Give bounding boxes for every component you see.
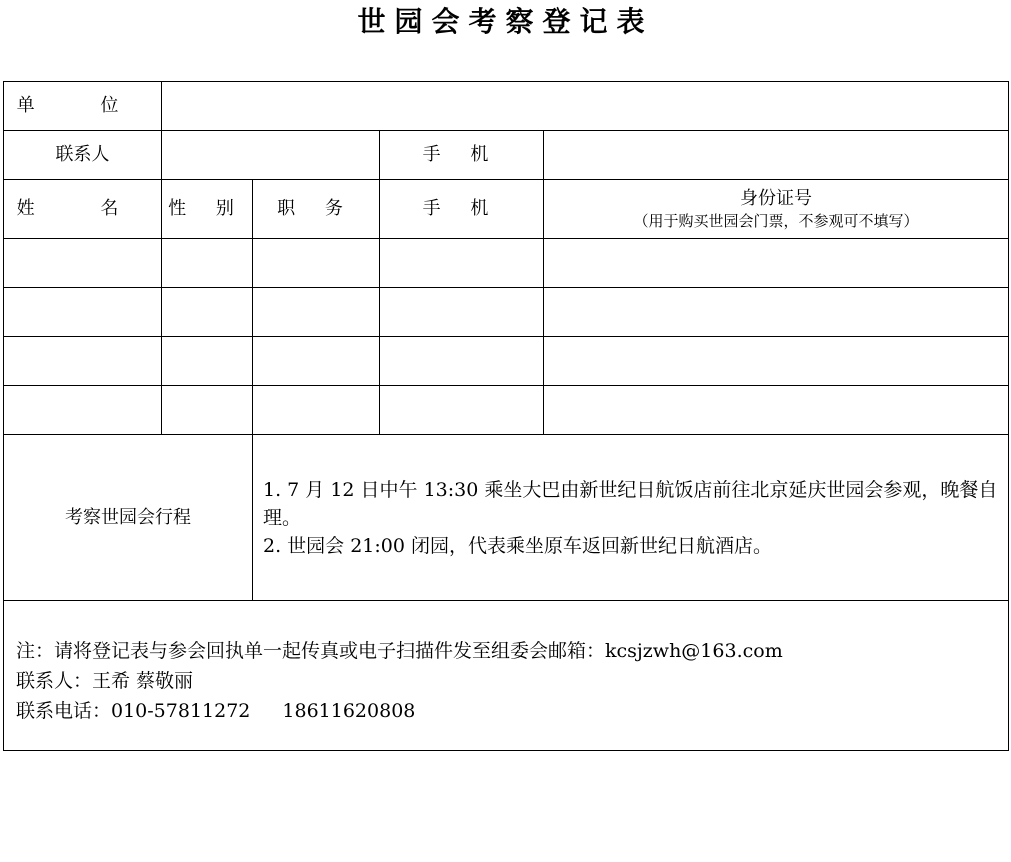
unit-label: 单 位 [4, 82, 162, 131]
attendee-name-field[interactable] [4, 337, 162, 386]
attendee-gender-field[interactable] [162, 337, 253, 386]
position-header: 职 务 [253, 180, 380, 239]
contact-label: 联系人 [4, 131, 162, 180]
name-header: 姓 名 [4, 180, 162, 239]
contact-row [4, 131, 1009, 180]
notes-row [4, 601, 1009, 751]
contact-phone-landline: 联系电话：010-57811272 [16, 699, 251, 722]
itinerary-label: 考察世园会行程 [4, 435, 253, 601]
notes-block [4, 601, 1009, 751]
contact-phone-mobile: 18611620808 [282, 699, 416, 722]
phone-label: 手 机 [380, 131, 544, 180]
attendee-position-field[interactable] [253, 288, 380, 337]
gender-header: 性 别 [162, 180, 253, 239]
attendee-row [4, 239, 1009, 288]
attendee-mobile-field[interactable] [380, 239, 544, 288]
contact-phone [16, 696, 1008, 726]
attendee-gender-field[interactable] [162, 386, 253, 435]
itinerary-line-2: 2. 世园会 21:00 闭园，代表乘坐原车返回新世纪日航酒店。 [263, 534, 773, 557]
itinerary-row [4, 435, 1009, 601]
attendee-id-field[interactable] [544, 239, 1009, 288]
attendee-position-field[interactable] [253, 386, 380, 435]
itinerary-line-1: 1. 7 月 12 日中午 13:30 乘坐大巴由新世纪日航饭店前往北京延庆世园会参观，晚餐自理。 [263, 478, 998, 529]
attendee-id-field[interactable] [544, 337, 1009, 386]
attendee-id-field[interactable] [544, 386, 1009, 435]
attendee-header-row [4, 180, 1009, 239]
attendee-name-field[interactable] [4, 239, 162, 288]
attendee-row [4, 337, 1009, 386]
attendee-position-field[interactable] [253, 337, 380, 386]
submission-note: 注：请将登记表与参会回执单一起传真或电子扫描件发至组委会邮箱：kcsjzwh@163.com [16, 639, 783, 662]
page-title: 世园会考察登记表 [357, 5, 654, 38]
attendee-mobile-field[interactable] [380, 386, 544, 435]
contact-persons: 联系人：王希 蔡敬丽 [16, 669, 194, 692]
id-number-label: 身份证号 [740, 187, 812, 209]
attendee-row [4, 386, 1009, 435]
unit-field[interactable] [162, 82, 1009, 131]
attendee-position-field[interactable] [253, 239, 380, 288]
itinerary-text [253, 435, 1009, 601]
mobile-header: 手 机 [380, 180, 544, 239]
id-number-note: （用于购买世园会门票，不参观可不填写） [633, 211, 919, 230]
id-number-header [544, 180, 1009, 239]
phone-field[interactable] [544, 131, 1009, 180]
attendee-name-field[interactable] [4, 288, 162, 337]
attendee-id-field[interactable] [544, 288, 1009, 337]
attendee-name-field[interactable] [4, 386, 162, 435]
attendee-mobile-field[interactable] [380, 288, 544, 337]
attendee-gender-field[interactable] [162, 288, 253, 337]
registration-form [3, 81, 1009, 751]
attendee-mobile-field[interactable] [380, 337, 544, 386]
attendee-row [4, 288, 1009, 337]
attendee-gender-field[interactable] [162, 239, 253, 288]
unit-row [4, 82, 1009, 131]
contact-field[interactable] [162, 131, 380, 180]
